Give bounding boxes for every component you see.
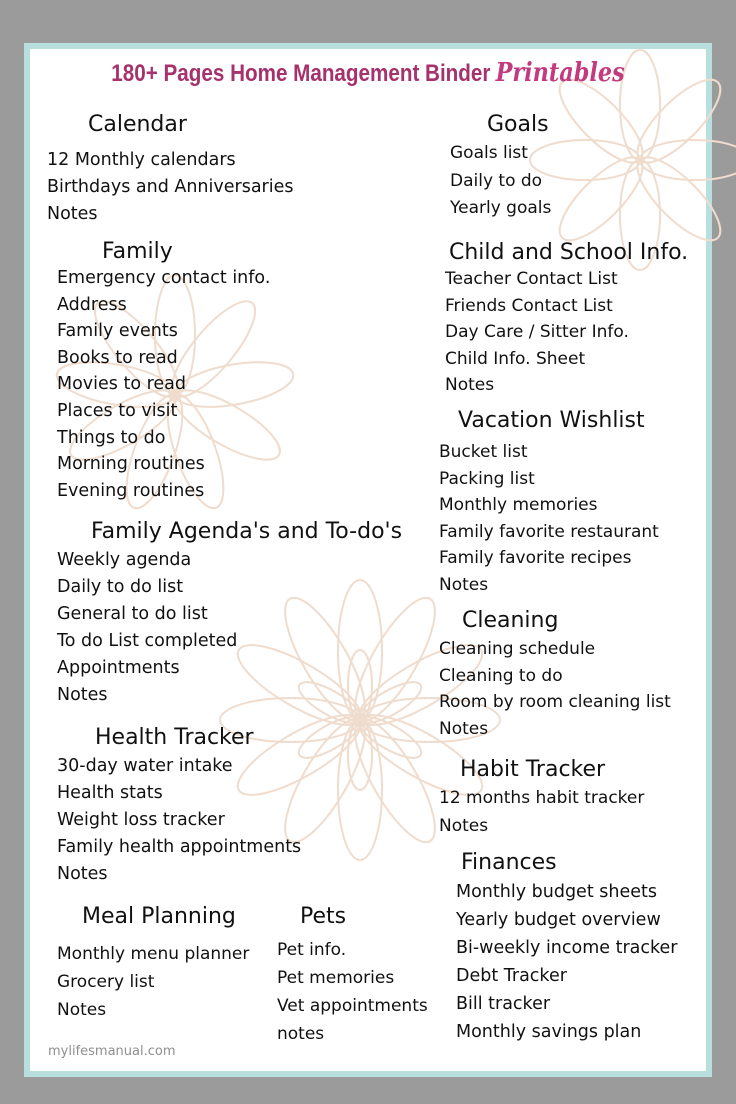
list-item: Notes bbox=[445, 375, 495, 396]
list-item: Weekly agenda bbox=[57, 550, 192, 570]
list-item: Teacher Contact List bbox=[445, 269, 618, 289]
list-item: Family health appointments bbox=[57, 837, 302, 857]
section-heading-calendar: Calendar bbox=[88, 112, 187, 137]
list-item: Friends Contact List bbox=[445, 295, 613, 316]
list-item: Cleaning to do bbox=[439, 665, 563, 686]
list-item: General to do list bbox=[57, 604, 208, 624]
section-heading-habit: Habit Tracker bbox=[460, 757, 606, 782]
section-heading-child: Child and School Info. bbox=[449, 240, 689, 265]
list-item: Family favorite restaurant bbox=[439, 521, 659, 542]
list-family bbox=[57, 265, 270, 504]
list-health bbox=[57, 753, 301, 888]
list-item: Family favorite recipes bbox=[439, 548, 632, 569]
list-item: Goals list bbox=[450, 143, 528, 163]
list-meal bbox=[57, 940, 249, 1024]
list-item: Grocery list bbox=[57, 972, 155, 992]
list-habit bbox=[439, 784, 644, 840]
list-item: Bill tracker bbox=[456, 994, 551, 1014]
list-item: Monthly menu planner bbox=[57, 944, 250, 964]
section-heading-family: Family bbox=[102, 239, 173, 264]
list-pets bbox=[277, 936, 428, 1048]
section-heading-finances: Finances bbox=[461, 850, 557, 875]
list-item: Daily to do bbox=[450, 170, 543, 191]
list-vacation bbox=[439, 439, 659, 599]
list-item: Books to read bbox=[57, 347, 178, 368]
list-cleaning bbox=[439, 636, 671, 742]
list-item: Day Care / Sitter Info. bbox=[445, 322, 629, 343]
list-item: Notes bbox=[57, 864, 108, 884]
list-goals bbox=[450, 140, 551, 223]
list-item: Appointments bbox=[57, 658, 180, 678]
list-item: Emergency contact info. bbox=[57, 268, 271, 288]
list-item: Notes bbox=[57, 1000, 107, 1020]
list-agenda bbox=[57, 547, 237, 709]
list-finances bbox=[456, 878, 677, 1046]
list-item: Debt Tracker bbox=[456, 966, 567, 986]
list-item: Vet appointments bbox=[277, 996, 428, 1016]
section-heading-meal: Meal Planning bbox=[82, 904, 236, 929]
list-item: Notes bbox=[439, 574, 489, 595]
section-heading-cleaning: Cleaning bbox=[462, 608, 559, 633]
list-item: notes bbox=[277, 1024, 325, 1044]
list-item: Cleaning schedule bbox=[439, 639, 596, 659]
list-item: Health stats bbox=[57, 783, 163, 803]
list-item: Monthly savings plan bbox=[456, 1022, 642, 1042]
list-item: Bucket list bbox=[439, 442, 528, 462]
list-item: Bi-weekly income tracker bbox=[456, 938, 678, 958]
list-item: 12 months habit tracker bbox=[439, 788, 645, 808]
list-item: Family events bbox=[57, 321, 178, 342]
list-item: Pet info. bbox=[277, 940, 347, 960]
list-item: Notes bbox=[57, 685, 108, 705]
list-item: Child Info. Sheet bbox=[445, 348, 586, 369]
list-item: Room by room cleaning list bbox=[439, 692, 671, 713]
section-heading-agenda: Family Agenda's and To-do's bbox=[91, 519, 403, 544]
list-item: Birthdays and Anniversaries bbox=[47, 177, 294, 197]
list-item: Monthly budget sheets bbox=[456, 882, 657, 902]
page-title bbox=[52, 58, 685, 88]
list-item: Things to do bbox=[57, 427, 166, 448]
list-item: Pet memories bbox=[277, 968, 395, 988]
list-item: 12 Monthly calendars bbox=[47, 150, 236, 170]
list-item: Monthly memories bbox=[439, 495, 598, 516]
list-item: Places to visit bbox=[57, 400, 178, 421]
list-item: Address bbox=[57, 294, 127, 315]
list-item: Daily to do list bbox=[57, 577, 184, 597]
list-item: Morning routines bbox=[57, 454, 205, 475]
list-item: Notes bbox=[439, 816, 489, 836]
section-heading-health: Health Tracker bbox=[95, 725, 254, 750]
list-item: Yearly budget overview bbox=[456, 910, 661, 930]
section-heading-pets: Pets bbox=[300, 904, 347, 929]
list-item: Packing list bbox=[439, 468, 535, 489]
list-item: Weight loss tracker bbox=[57, 810, 225, 830]
list-item: Yearly goals bbox=[450, 198, 552, 218]
list-item: 30-day water intake bbox=[57, 756, 233, 776]
title-main: 180+ Pages Home Management Binder bbox=[111, 60, 491, 87]
list-item: Movies to read bbox=[57, 374, 187, 395]
list-item: Notes bbox=[47, 204, 98, 224]
list-item: Evening routines bbox=[57, 480, 205, 501]
section-heading-goals: Goals bbox=[487, 112, 549, 137]
list-item: To do List completed bbox=[57, 631, 238, 651]
section-heading-vacation: Vacation Wishlist bbox=[458, 408, 645, 433]
list-child bbox=[445, 266, 629, 399]
title-script: Printables bbox=[495, 58, 625, 88]
footer-credit: mylifesmanual.com bbox=[48, 1044, 176, 1059]
list-item: Notes bbox=[439, 718, 489, 739]
list-calendar bbox=[47, 147, 294, 228]
